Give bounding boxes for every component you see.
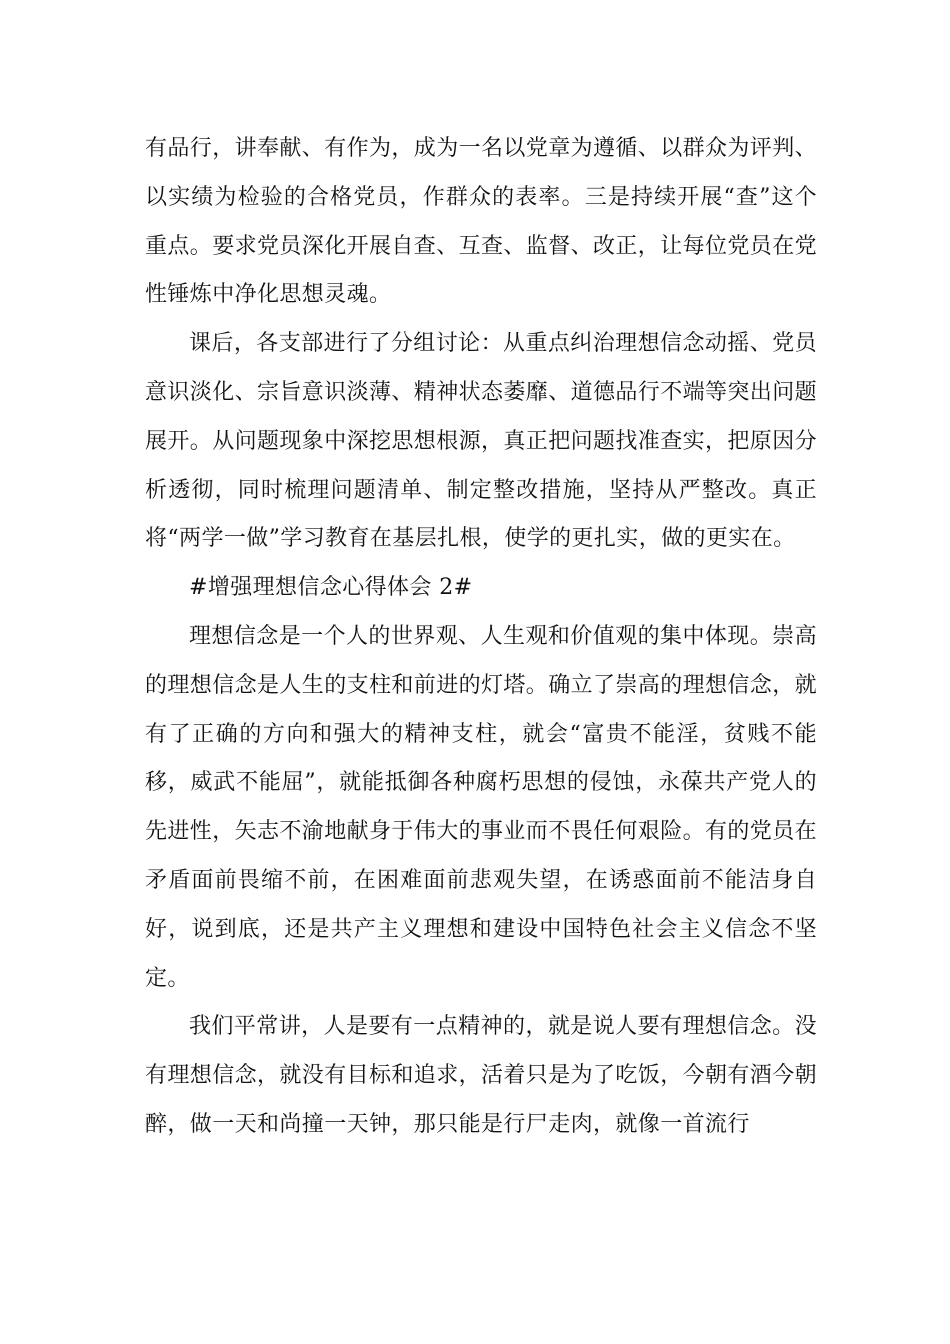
paragraph-4: 我们平常讲，人是要有一点精神的，就是说人要有理想信念。没有理想信念，就没有目标和追求，活着只是为了吃饭，今朝有酒今朝醉，做一天和尚撞一天钟，那只能是行尸走肉，就像一首流行 — [145, 1014, 818, 1137]
paragraph-1: 有品行，讲奉献、有作为，成为一名以党章为遵循、以群众为评判、以实绩为检验的合格党员，作群众的表率。三是持续开展“查”这个重点。要求党员深化开展自查、互查、监督、改正，让每位党员在党性锤炼中净化思想灵魂。 — [145, 136, 818, 308]
paragraph-3: 理想信念是一个人的世界观、人生观和价值观的集中体现。崇高的理想信念是人生的支柱和前进的灯塔。确立了崇高的理想信念，就有了正确的方向和强大的精神支柱，就会“富贵不能淫，贫贱不能移，威武不能屈”，就能抵御各种腐朽思想的侵蚀，永葆共产党人的先进性，矢志不渝地献身于伟大的事业而不畏任何艰险。有的党员在矛盾面前畏缩不前，在困难面前悲观失望，在诱惑面前不能洁身自好，说到底，还是共产主义理想和建设中国特色社会主义信念不坚定。 — [145, 623, 818, 991]
document-body — [145, 125, 817, 1150]
section-heading: #增强理想信念心得体会 2# — [189, 575, 473, 601]
paragraph-2: 课后，各支部进行了分组讨论：从重点纠治理想信念动摇、党员意识淡化、宗旨意识淡薄、精神状态萎靡、道德品行不端等突出问题展开。从问题现象中深挖思想根源，真正把问题找准查实，把原因分析透彻，同时梳理问题清单、制定整改措施，坚持从严整改。真正将“两学一做”学习教育在基层扎根，使学的更扎实，做的更实在。 — [145, 331, 818, 552]
